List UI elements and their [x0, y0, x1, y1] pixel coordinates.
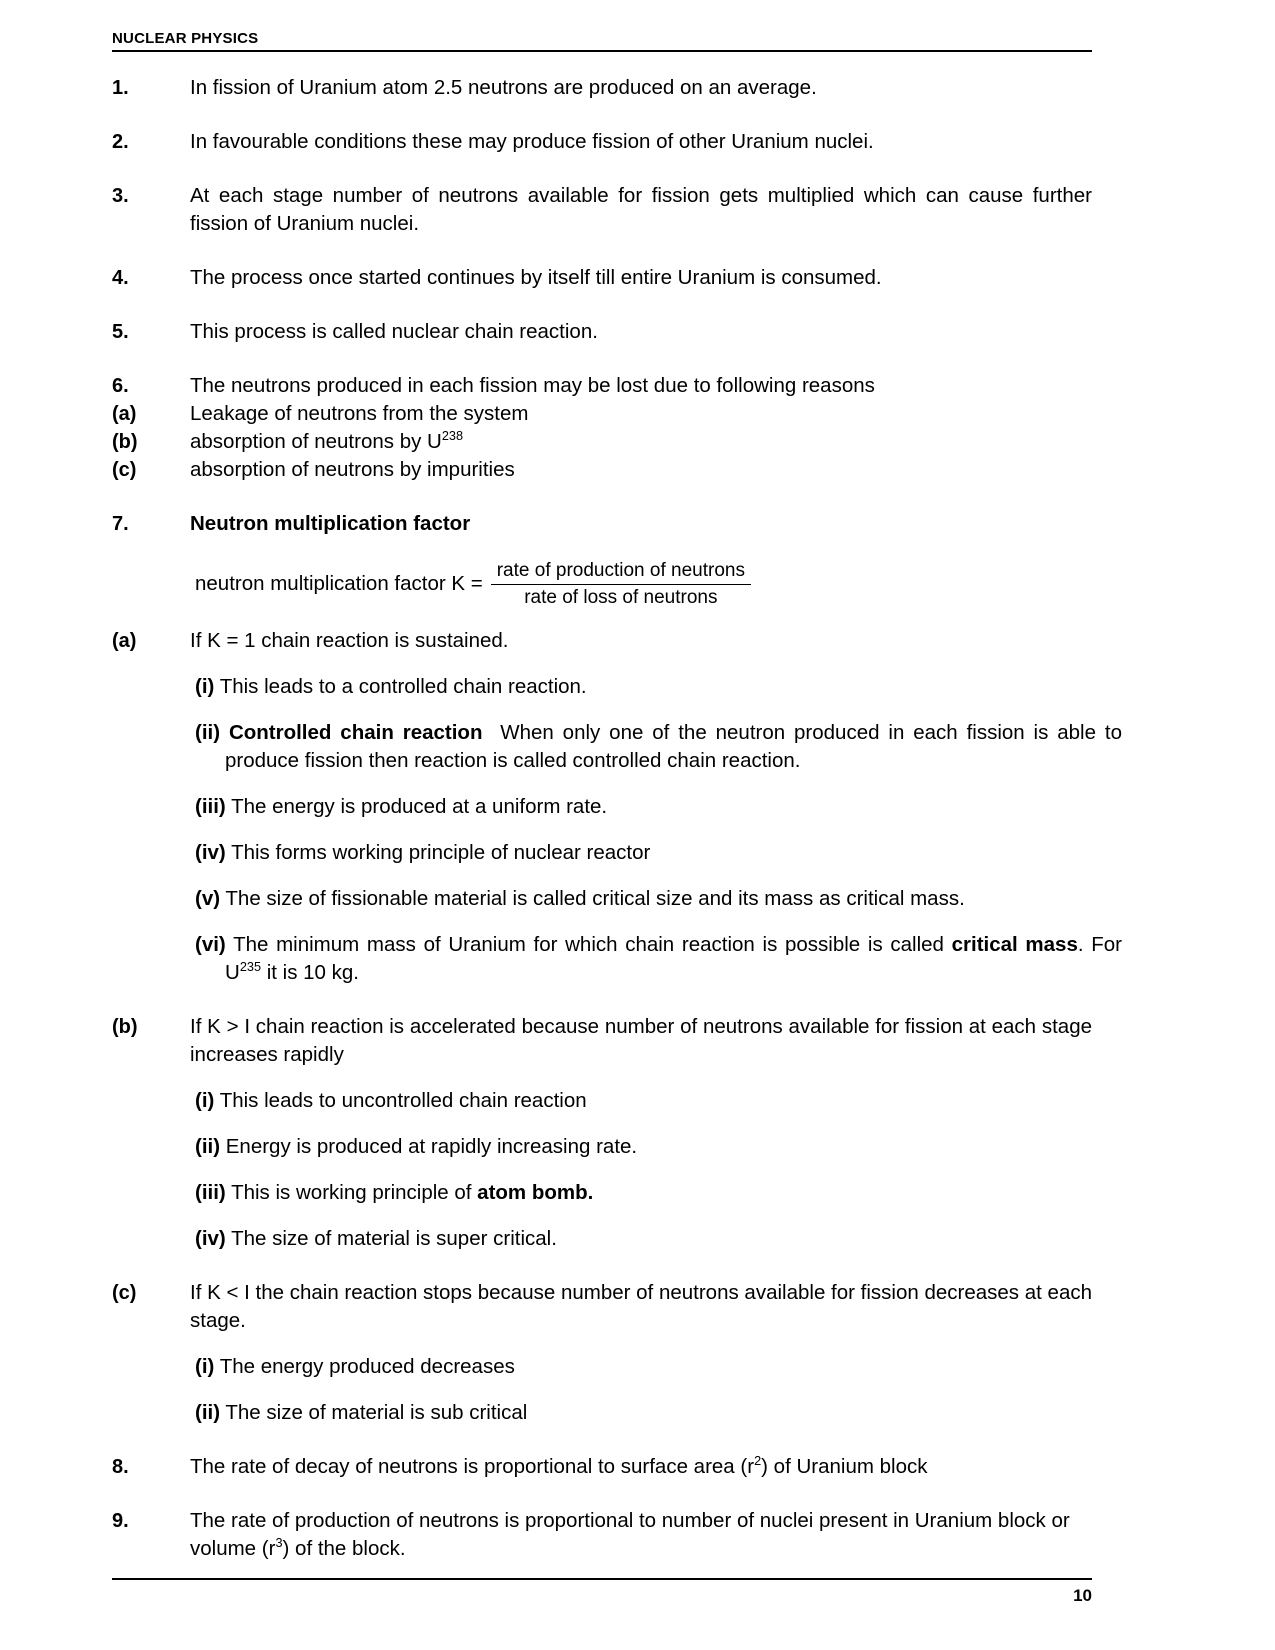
- list-item-2: [112, 128, 1092, 156]
- list-item-7b: [112, 1013, 1092, 1069]
- page-footer: [112, 1578, 1092, 1606]
- sub-item-text-3: it is 10 kg.: [261, 961, 360, 984]
- sub-item-text: The size of material is super critical.: [231, 1227, 557, 1250]
- list-text: [190, 1453, 1092, 1481]
- list-marker: 7.: [112, 513, 129, 535]
- sub-item-text: When only one of the neutron produced in each fission is able to produce fission then reaction is called controlled chain reaction.: [225, 721, 1122, 772]
- sub-item-7c-i: [195, 1353, 1122, 1381]
- sub-item-7a-iii: [195, 793, 1122, 821]
- list-text: In fission of Uranium atom 2.5 neutrons are produced on an average.: [190, 76, 817, 99]
- list-item-4: [112, 264, 1092, 292]
- list-text: If K > I chain reaction is accelerated because number of neutrons available for fission at each stage increases rapidly: [190, 1015, 1092, 1066]
- roman-marker: (iv): [195, 1227, 226, 1250]
- list-text-tail: ) of Uranium block: [761, 1455, 928, 1478]
- sub-item-7a-v: [195, 885, 1122, 913]
- sub-item-text: The energy produced decreases: [219, 1355, 515, 1378]
- list-marker: 9.: [112, 1510, 129, 1532]
- list-marker: (a): [112, 630, 137, 652]
- list-text: The neutrons produced in each fission may be lost due to following reasons: [190, 374, 875, 397]
- sub-item-text: This forms working principle of nuclear reactor: [231, 841, 651, 864]
- list-item-8: [112, 1453, 1092, 1481]
- list-text: absorption of neutrons by impurities: [190, 458, 515, 481]
- isotope-superscript: 238: [441, 428, 464, 444]
- list-item-7c: [112, 1279, 1092, 1335]
- list-text: At each stage number of neutrons available for fission gets multiplied which can cause further fission of Uranium nuclei.: [190, 184, 1092, 235]
- list-marker: 3.: [112, 185, 129, 207]
- sub-item-7a-iv: [195, 839, 1122, 867]
- power-superscript: 2: [754, 1453, 762, 1469]
- list-marker: (c): [112, 1282, 137, 1304]
- sub-item-text: This leads to uncontrolled chain reaction: [219, 1089, 587, 1112]
- list-item-3: [112, 182, 1092, 238]
- roman-marker: (v): [195, 887, 221, 910]
- list-text: Leakage of neutrons from the system: [190, 402, 529, 425]
- sub-item-text: The minimum mass of Uranium for which chain reaction is possible is called: [233, 933, 952, 956]
- list-text: [190, 428, 1092, 456]
- list-item-1: [112, 74, 1092, 102]
- formula-label: neutron multiplication factor K =: [195, 571, 483, 595]
- sub-item-7b-iii: [195, 1179, 1122, 1207]
- list-marker: (c): [112, 459, 137, 481]
- fraction-numerator: rate of production of neutrons: [496, 560, 745, 581]
- sub-item-7a-vi: [195, 931, 1122, 987]
- sub-item-7b-ii: [195, 1133, 1122, 1161]
- isotope-superscript: 235: [239, 959, 262, 975]
- header-divider: [112, 50, 1092, 52]
- list-text: If K < I the chain reaction stops because number of neutrons available for fission decreases at each stage.: [190, 1281, 1092, 1332]
- list-item-7: [112, 510, 1092, 538]
- roman-marker: (vi): [195, 933, 226, 956]
- list-marker: 8.: [112, 1456, 129, 1478]
- sub-item-text-2: . For U: [225, 933, 1122, 984]
- page-number: 10: [1073, 1586, 1092, 1605]
- list-text-lead: absorption of neutrons by U: [190, 430, 442, 453]
- sub-item-text: This is working principle of: [231, 1181, 478, 1204]
- sub-item-bold-term: critical mass: [951, 933, 1078, 956]
- list-text-tail: ) of the block.: [282, 1537, 406, 1560]
- list-marker: (a): [112, 403, 137, 425]
- list-text: [190, 1507, 1092, 1563]
- sub-item-text: The size of material is sub critical: [225, 1401, 528, 1424]
- roman-marker: (ii): [195, 721, 221, 744]
- fraction-denominator: rate of loss of neutrons: [524, 587, 718, 608]
- section-heading: Neutron multiplication factor: [190, 512, 471, 535]
- list-text: In favourable conditions these may produce fission of other Uranium nuclei.: [190, 130, 874, 153]
- list-item-5: [112, 318, 1092, 346]
- list-item-7a: [112, 627, 1092, 655]
- roman-marker: (i): [195, 675, 215, 698]
- list-marker: 5.: [112, 321, 129, 343]
- list-text-lead: The rate of production of neutrons is proportional to number of nuclei present in Uranium block or volume (r: [190, 1509, 1070, 1560]
- list-item-6: [112, 372, 1092, 400]
- list-item-6c: [112, 456, 1092, 484]
- formula-neutron-multiplication-factor: [195, 560, 1092, 609]
- header-title: NUCLEAR PHYSICS: [112, 30, 259, 47]
- roman-marker: (i): [195, 1089, 215, 1112]
- list-text-lead: The rate of decay of neutrons is proportional to surface area (r: [190, 1455, 755, 1478]
- sub-item-7b-i: [195, 1087, 1122, 1115]
- list-marker: (b): [112, 1016, 138, 1038]
- list-text: This process is called nuclear chain reaction.: [190, 320, 598, 343]
- sub-item-7a-ii: [195, 719, 1122, 775]
- fraction: [491, 560, 751, 609]
- roman-marker: (ii): [195, 1401, 221, 1424]
- roman-marker: (iv): [195, 841, 226, 864]
- sub-item-bold-lead: Controlled chain reaction: [228, 721, 483, 744]
- roman-marker: (ii): [195, 1135, 221, 1158]
- page-header: [112, 30, 1092, 52]
- document-content: [112, 56, 1122, 1563]
- sub-item-text: This leads to a controlled chain reaction.: [219, 675, 587, 698]
- sub-item-text: The energy is produced at a uniform rate.: [231, 795, 608, 818]
- sub-item-text: Energy is produced at rapidly increasing rate.: [225, 1135, 638, 1158]
- list-text: The process once started continues by itself till entire Uranium is consumed.: [190, 266, 882, 289]
- list-item-9: [112, 1507, 1092, 1563]
- roman-marker: (iii): [195, 795, 226, 818]
- list-text: If K = 1 chain reaction is sustained.: [190, 629, 509, 652]
- list-item-6b: [112, 428, 1092, 456]
- list-marker: 1.: [112, 77, 129, 99]
- list-marker: 2.: [112, 131, 129, 153]
- power-superscript: 3: [275, 1535, 283, 1551]
- list-item-6a: [112, 400, 1092, 428]
- sub-item-7b-iv: [195, 1225, 1122, 1253]
- roman-marker: (i): [195, 1355, 215, 1378]
- sub-item-7a-i: [195, 673, 1122, 701]
- list-marker: 4.: [112, 267, 129, 289]
- list-marker: (b): [112, 431, 138, 453]
- list-marker: 6.: [112, 375, 129, 397]
- roman-marker: (iii): [195, 1181, 226, 1204]
- sub-item-7c-ii: [195, 1399, 1122, 1427]
- sub-item-text: The size of fissionable material is called critical size and its mass as critical mass.: [225, 887, 965, 910]
- sub-item-bold-term: atom bomb.: [477, 1181, 594, 1204]
